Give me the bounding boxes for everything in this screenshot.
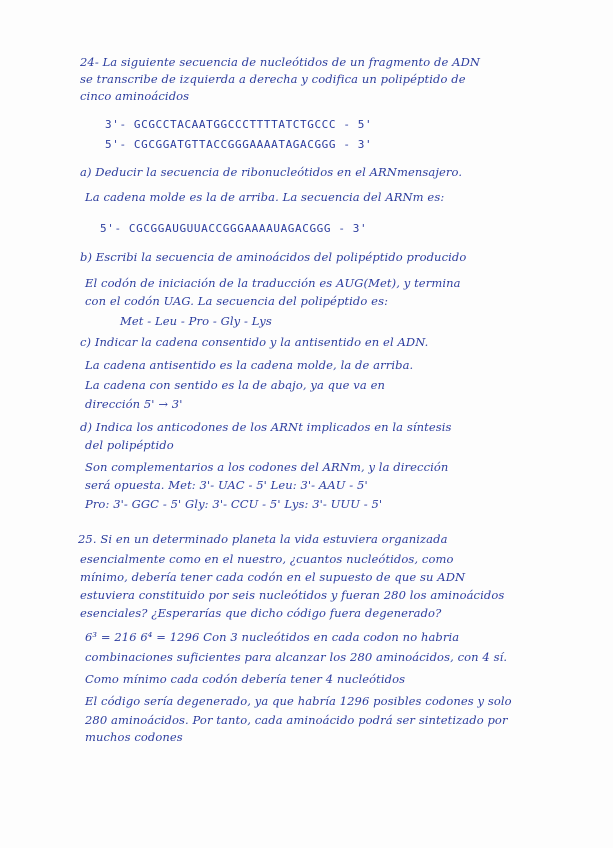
q25-question-line-2: esencialmente como en el nuestro, ¿cuantos nucleótidos, como: [80, 552, 454, 566]
q25-question-line-4: estuviera constituido por seis nucleótidos y fueran 280 los aminoácidos: [80, 588, 505, 602]
q24-d-answer-line-3: Pro: 3'- GGC - 5' Gly: 3'- CCU - 5' Lys: 3'- UUU - 5': [85, 497, 383, 511]
q24-c-answer-line-1: La cadena antisentido es la cadena molde, la de arriba.: [85, 358, 414, 372]
q24-intro-line-2: se transcribe de izquierda a derecha y codifica un polipéptido de: [80, 72, 466, 86]
q24-c-answer-line-2: La cadena con sentido es la de abajo, ya que va en: [85, 378, 386, 392]
q24-b-question: b) Escribi la secuencia de aminoácidos del polipéptido producido: [80, 250, 467, 264]
q25-question-line-1: 25. Si en un determinado planeta la vida estuviera organizada: [78, 532, 448, 546]
q25-answer-line-3: Como mínimo cada codón debería tener 4 nucleótidos: [85, 672, 406, 686]
q25-question-line-3: mínimo, debería tener cada codón en el supuesto de que su ADN: [80, 570, 466, 584]
q24-d-question-line-2: del polipéptido: [85, 438, 174, 452]
q24-b-answer-line-1: El codón de iniciación de la traducción es AUG(Met), y termina: [85, 276, 461, 290]
dna-strand-top: 3'- GCGCCTACAATGGCCCTTTTATCTGCCC - 5': [105, 118, 373, 131]
q24-c-answer-line-3: dirección 5' → 3': [85, 397, 183, 411]
peptide-sequence: Met - Leu - Pro - Gly - Lys: [120, 314, 272, 328]
q25-answer-line-1: 6³ = 216 6⁴ = 1296 Con 3 nucleótidos en cada codon no habria: [85, 630, 460, 644]
q24-intro-line-1: 24- La siguiente secuencia de nucleótidos de un fragmento de ADN: [80, 55, 481, 69]
q24-c-question: c) Indicar la cadena consentido y la antisentido en el ADN.: [80, 335, 429, 349]
q24-a-answer: La cadena molde es la de arriba. La secuencia del ARNm es:: [85, 190, 445, 204]
q24-intro-line-3: cinco aminoácidos: [80, 89, 190, 103]
q25-answer-line-5: 280 aminoácidos. Por tanto, cada aminoácido podrá ser sintetizado por: [85, 713, 508, 727]
q25-answer-line-2: combinaciones suficientes para alcanzar los 280 aminoácidos, con 4 sí.: [85, 650, 508, 664]
q24-d-answer-line-1: Son complementarios a los codones del ARNm, y la dirección: [85, 460, 449, 474]
q25-answer-line-6: muchos codones: [85, 730, 183, 744]
q24-a-question: a) Deducir la secuencia de ribonucleótidos en el ARNmensajero.: [80, 165, 463, 179]
dna-strand-bottom: 5'- CGCGGATGTTACCGGGAAAATAGACGGG - 3': [105, 138, 373, 151]
q24-d-question-line-1: d) Indica los anticodones de los ARNt implicados en la síntesis: [80, 420, 452, 434]
q24-b-answer-line-2: con el codón UAG. La secuencia del polipéptido es:: [85, 294, 389, 308]
q25-answer-line-4: El código sería degenerado, ya que habría 1296 posibles codones y solo: [85, 694, 512, 708]
mrna-sequence: 5'- CGCGGAUGUUACCGGGAAAAUAGACGGG - 3': [100, 222, 368, 235]
q24-d-answer-line-2: será opuesta. Met: 3'- UAC - 5' Leu: 3'- AAU - 5': [85, 478, 368, 492]
q25-question-line-5: esenciales? ¿Esperarías que dicho código fuera degenerado?: [80, 606, 442, 620]
